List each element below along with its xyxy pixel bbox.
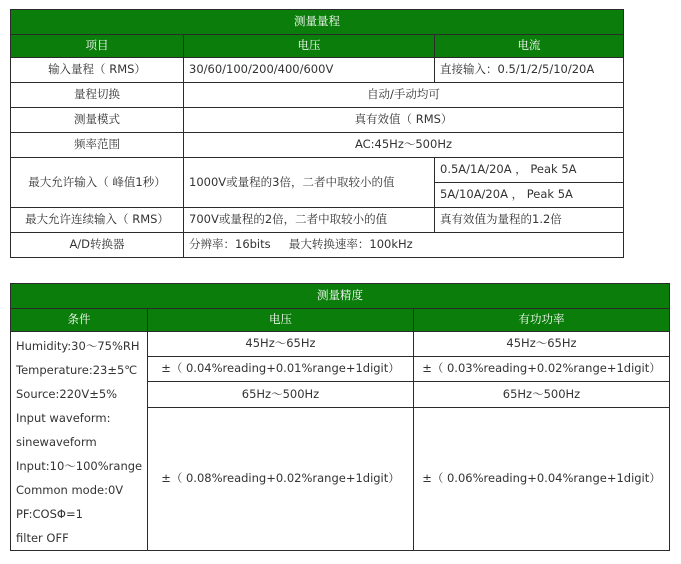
voltage-freq-high: 65Hz～500Hz	[148, 382, 414, 407]
condition-sinewave: sinewaveform	[16, 435, 97, 449]
condition-common-mode: Common mode:0V	[16, 483, 124, 497]
power-freq-high: 65Hz～500Hz	[414, 382, 670, 407]
range-table-title: 测量量程	[11, 10, 624, 35]
range-table	[10, 9, 624, 258]
power-acc-high: ±（ 0.06%reading+0.04%range+1digit）	[414, 407, 670, 550]
row-input-range	[11, 58, 624, 83]
row-max-continuous	[11, 208, 624, 233]
accuracy-table-title-row	[11, 284, 670, 309]
accuracy-table	[10, 283, 670, 551]
header-voltage: 电压	[184, 35, 435, 58]
input-range-voltage: 30/60/100/200/400/600V	[184, 58, 435, 83]
header-condition: 条件	[11, 309, 148, 332]
range-table-title-row	[11, 10, 624, 35]
accuracy-row-1	[11, 332, 670, 357]
max-continuous-label: 最大允许连续输入（ RMS）	[11, 208, 184, 233]
row-max-input	[11, 158, 624, 183]
row-adc	[11, 233, 624, 258]
input-range-current: 直接输入：0.5/1/2/5/10/20A	[435, 58, 624, 83]
range-switch-value: 自动/手动均可	[184, 83, 624, 108]
voltage-acc-low: ±（ 0.04%reading+0.01%range+1digit）	[148, 357, 414, 382]
header-power: 有功功率	[414, 309, 670, 332]
header-current: 电流	[435, 35, 624, 58]
power-freq-low: 45Hz～65Hz	[414, 332, 670, 357]
measure-mode-value: 真有效值（ RMS）	[184, 108, 624, 133]
max-continuous-voltage: 700V或量程的2倍，二者中取较小的值	[184, 208, 435, 233]
header-item: 项目	[11, 35, 184, 58]
condition-filter: filter OFF	[16, 531, 69, 545]
max-input-current-1: 0.5A/1A/20A ， Peak 5A	[435, 158, 624, 183]
max-input-voltage: 1000V或量程的3倍，二者中取较小的值	[184, 158, 435, 208]
row-measure-mode	[11, 108, 624, 133]
input-range-label: 输入量程（ RMS）	[11, 58, 184, 83]
adc-value: 分辨率：16bits 最大转换速率：100kHz	[184, 233, 624, 258]
row-freq-range	[11, 133, 624, 158]
freq-range-label: 频率范围	[11, 133, 184, 158]
max-continuous-current: 真有效值为量程的1.2倍	[435, 208, 624, 233]
power-acc-low: ±（ 0.03%reading+0.02%range+1digit）	[414, 357, 670, 382]
max-input-current-2: 5A/10A/20A ， Peak 5A	[435, 183, 624, 208]
adc-label: A/D转换器	[11, 233, 184, 258]
max-input-label: 最大允许输入（ 峰值1秒）	[11, 158, 184, 208]
condition-temperature: Temperature:23±5℃	[16, 363, 138, 377]
voltage-acc-high: ±（ 0.08%reading+0.02%range+1digit）	[148, 407, 414, 550]
condition-pf: PF:COSΦ=1	[16, 507, 83, 521]
range-table-header-row	[11, 35, 624, 58]
condition-input: Input:10～100%range	[16, 459, 143, 473]
condition-cell	[11, 332, 148, 551]
condition-source: Source:220V±5%	[16, 387, 118, 401]
measure-mode-label: 测量模式	[11, 108, 184, 133]
freq-range-value: AC:45Hz～500Hz	[184, 133, 624, 158]
condition-humidity: Humidity:30～75%RH	[16, 339, 140, 353]
accuracy-table-header-row	[11, 309, 670, 332]
range-switch-label: 量程切换	[11, 83, 184, 108]
condition-waveform: Input waveform:	[16, 411, 111, 425]
voltage-freq-low: 45Hz～65Hz	[148, 332, 414, 357]
row-range-switch	[11, 83, 624, 108]
header-voltage: 电压	[148, 309, 414, 332]
accuracy-table-title: 测量精度	[11, 284, 670, 309]
